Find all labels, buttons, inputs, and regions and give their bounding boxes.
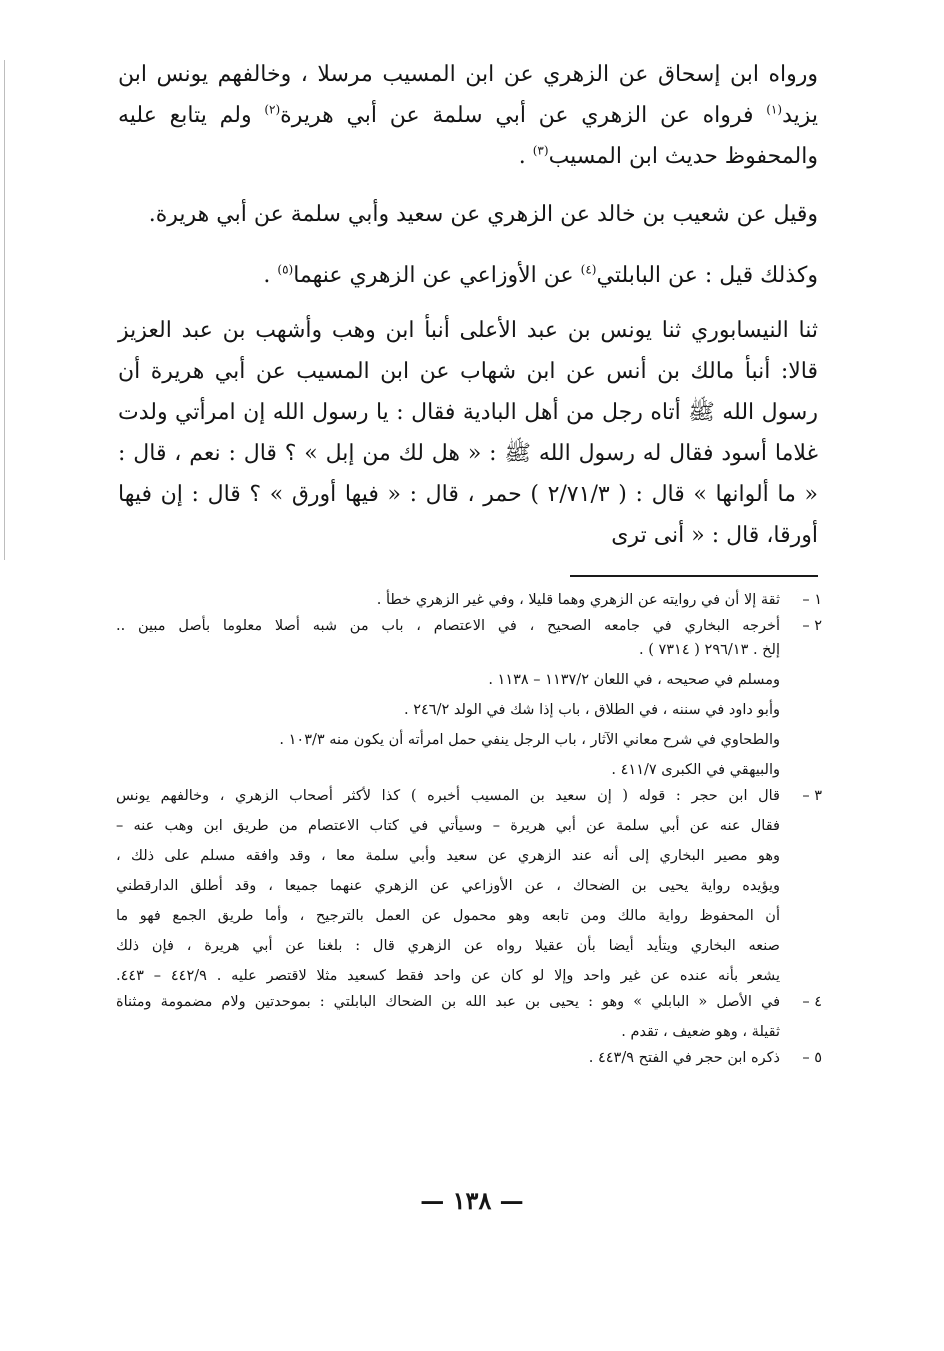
paragraph-3-text-a: وكذلك قيل : عن البابلتي — [596, 263, 818, 288]
scan-edge-line — [4, 60, 5, 560]
paragraph-3 — [118, 255, 818, 296]
footnotes — [116, 588, 822, 1070]
footnote-body — [116, 990, 780, 1044]
footnote-body — [116, 614, 780, 782]
footnote-number: ٥ – — [802, 1050, 822, 1066]
paragraph-4-text: ثنا النيسابوري ثنا يونس بن عبد الأعلى أنبأ ابن وهب وأشهب بن عبد العزيز قالا: أنبأ مالك بن أنس عن ابن شهاب عن ابن المسيب عن أبي هريرة أن رسول الله ﷺ أتاه رجل من أهل البادية فقال : يا رسول الله إن امرأتي ولدت غلاما أسود فقال له رسول الله ﷺ : « هل لك من إبل » ؟ قال : نعم ، قال : « ما ألوانها » قال : ( ٢/٧١/٣ ) حمر ، قال : « فيها أورق » ؟ قال : إن فيها أورقا، قال : « أنى ترى — [118, 318, 818, 548]
footnote-line: ثقة إلا أن في روايته عن الزهري وهما قليلا ، وفي غير الزهري خطأ . — [376, 592, 780, 608]
footnote-line: وأبو داود في سننه ، في الطلاق ، باب إذا شك في الولد ٢٤٦/٢ . — [404, 702, 780, 718]
footnote-line: قال ابن حجر : قوله ( إن سعيد بن المسيب أخبره ) كذا لأكثر أصحاب الزهري ، وخالفهم يونس — [116, 788, 780, 804]
footnote-separator — [570, 575, 818, 577]
footnote-line: والبيهقي في الكبرى ٤١١/٧ . — [611, 762, 780, 778]
footnote-line: ويؤيده رواية يحيى بن الضحاك ، عن الأوزاعي عن الزهري عنهما جميعا ، وقد أطلق الدارقطني — [116, 878, 780, 894]
footnote-ref-4: (٤) — [580, 262, 597, 277]
footnote-number: ١ – — [802, 592, 822, 608]
page-number: — ١٣٨ — — [420, 1186, 524, 1215]
paragraph-4-hadith — [118, 310, 818, 556]
footnote-line: صنعه البخاري ويتأيد أيضا بأن عقيلا رواه عن الزهري قال : بلغنا عن أبي هريرة ، فإن ذلك — [116, 938, 780, 954]
footnote-line: ومسلم في صحيحه ، في اللعان ١١٣٧/٢ – ١١٣٨ . — [488, 672, 780, 688]
footnote-number: ٤ – — [802, 994, 822, 1010]
paragraph-1 — [118, 54, 818, 177]
footnote-2 — [116, 614, 822, 782]
footnote-4 — [116, 990, 822, 1044]
footnote-line: أن المحفوظ رواية مالك ومن تابعه وهو محمول عن العمل بالترجيح ، وأما طريق الجمع فهو ما — [116, 908, 780, 924]
footnote-body — [116, 588, 780, 612]
footnote-line: والطحاوي في شرح معاني الآثار ، باب الرجل ينفي حمل امرأته أن يكون منه ١٠٣/٣ . — [279, 732, 780, 748]
footnote-line: فقال عنه عن أبي سلمة عن أبي هريرة – وسيأتي في كتاب الاعتصام من طريق ابن وهب عنه – — [116, 818, 780, 834]
footnote-body — [116, 784, 780, 988]
footnote-line: ذكره ابن حجر في الفتح ٤٤٣/٩ . — [588, 1050, 780, 1066]
paragraph-3-text-c: . — [263, 263, 278, 288]
paragraph-1-text-d: . — [518, 144, 533, 169]
footnote-line: في الأصل « البابلي » وهو : يحيى بن عبد الله بن الضحاك البابلتي : بموحدتين ولام مضمومة ومثناة — [116, 994, 780, 1010]
paragraph-2-text: وقيل عن شعيب بن خالد عن الزهري عن سعيد وأبي سلمة عن أبي هريرة. — [148, 202, 818, 227]
paragraph-1-text-a: ورواه ابن إسحاق عن الزهري عن ابن المسيب مرسلا ، وخالفهم يونس ابن يزيد — [118, 62, 818, 128]
footnote-1 — [116, 588, 822, 612]
footnote-line: ثقيلة ، وهو ضعيف ، تقدم . — [621, 1024, 780, 1040]
footnote-3 — [116, 784, 822, 988]
footnote-ref-1: (١) — [766, 102, 783, 117]
footnote-5 — [116, 1046, 822, 1070]
footnote-line: إلخ . ٢٩٦/١٣ ( ٧٣١٤ ) . — [639, 642, 780, 658]
paragraph-1-text-c: ولم يتابع عليه والمحفوظ حديث ابن المسيب — [118, 103, 818, 169]
footnote-number: ٢ – — [802, 618, 822, 634]
footnote-body — [116, 1046, 780, 1070]
footnote-ref-2: (٢) — [264, 102, 281, 117]
footnote-ref-3: (٣) — [532, 143, 549, 158]
footnote-ref-5: (٥) — [277, 262, 294, 277]
footnote-number: ٣ – — [802, 788, 822, 804]
footnote-line: يشعر بأنه عنده عن غير واحد وإلا لو كان عن واحد فقط كسعيد مثلا لاقتصر عليه . ٤٤٢/٩ – ٤٤٣. — [116, 968, 780, 984]
paragraph-2 — [118, 194, 818, 235]
paragraph-1-text-b: فرواه عن الزهري عن أبي سلمة عن أبي هريرة — [280, 103, 767, 128]
footnote-line: أخرجه البخاري في جامعه الصحيح ، في الاعتصام ، باب من شبه أصلا معلوما بأصل مبين .. — [116, 618, 780, 634]
footnote-line: وهو مصير البخاري إلى أنه عند الزهري عن سعيد وأبي سلمة معا ، وقد وافقه مسلم على ذلك ، — [116, 848, 780, 864]
paragraph-3-text-b: عن الأوزاعي عن الزهري عنهما — [293, 263, 581, 288]
